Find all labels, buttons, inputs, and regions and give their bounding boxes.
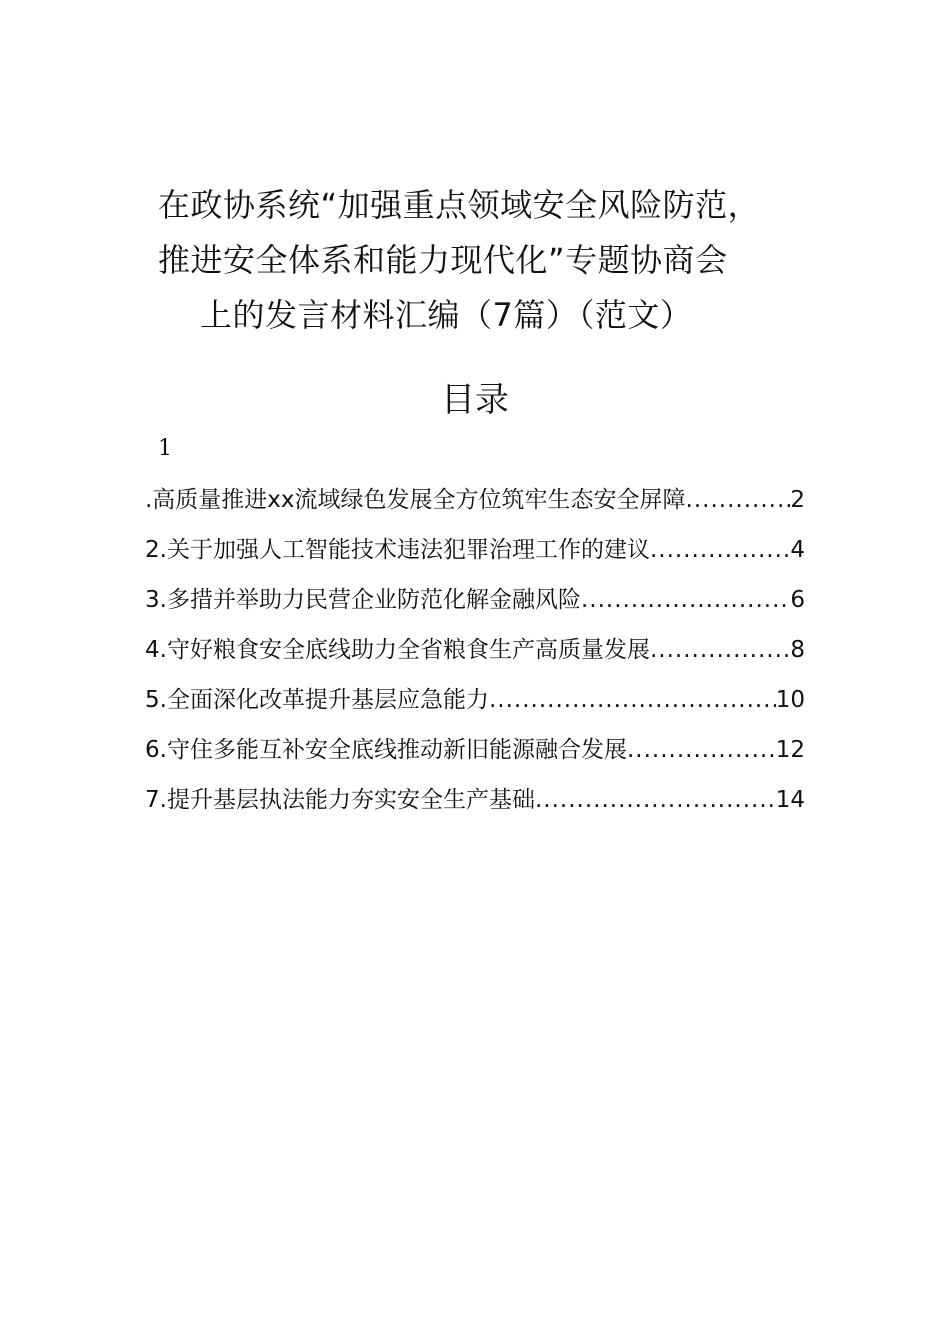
toc-entry[interactable] [145, 630, 805, 680]
toc-page-number: 12 [775, 737, 805, 763]
toc-dot-leader [535, 780, 776, 820]
toc-dot-leader [650, 530, 790, 570]
toc-dot-leader [686, 480, 791, 520]
toc-entry-label: 7.提升基层执法能力夯实安全生产基础 [145, 787, 535, 813]
toc-dot-leader [489, 680, 776, 720]
toc-entry[interactable] [145, 530, 805, 580]
toc-entry-label: 6.守住多能互补安全底线推动新旧能源融合发展 [145, 737, 627, 763]
toc-page-number: 2 [790, 487, 805, 513]
toc-page-number: 14 [775, 787, 805, 813]
toc-entry[interactable] [145, 480, 805, 530]
toc-stray-number: 1 [158, 436, 172, 461]
toc-page-number: 8 [790, 637, 805, 663]
document-title [150, 178, 830, 343]
toc-entry-label: 5.全面深化改革提升基层应急能力 [145, 687, 489, 713]
toc-entry-label: 4.守好粮食安全底线助力全省粮食生产高质量发展 [145, 637, 650, 663]
toc-page-number: 6 [790, 587, 805, 613]
toc-entry[interactable] [145, 730, 805, 780]
toc-entry-label: 3.多措并举助力民营企业防范化解金融风险 [145, 587, 581, 613]
toc-entry-label: .高质量推进xx流域绿色发展全方位筑牢生态安全屏障 [145, 487, 686, 513]
toc-dot-leader [627, 730, 776, 770]
table-of-contents [145, 480, 805, 830]
toc-heading: 目录 [441, 380, 509, 420]
toc-entry[interactable] [145, 580, 805, 630]
toc-entry[interactable] [145, 680, 805, 730]
toc-entry-label: 2.关于加强人工智能技术违法犯罪治理工作的建议 [145, 537, 650, 563]
toc-page-number: 4 [790, 537, 805, 563]
title-line-2: 推进安全体系和能力现代化”专题协商会 [158, 241, 728, 279]
toc-page-number: 10 [775, 687, 805, 713]
toc-dot-leader [650, 630, 790, 670]
title-line-3: 上的发言材料汇编（7篇）（范文） [200, 296, 693, 334]
title-line-1: 在政协系统“加强重点领域安全风险防范， [158, 186, 761, 224]
toc-entry[interactable] [145, 780, 805, 830]
toc-dot-leader [581, 580, 790, 620]
